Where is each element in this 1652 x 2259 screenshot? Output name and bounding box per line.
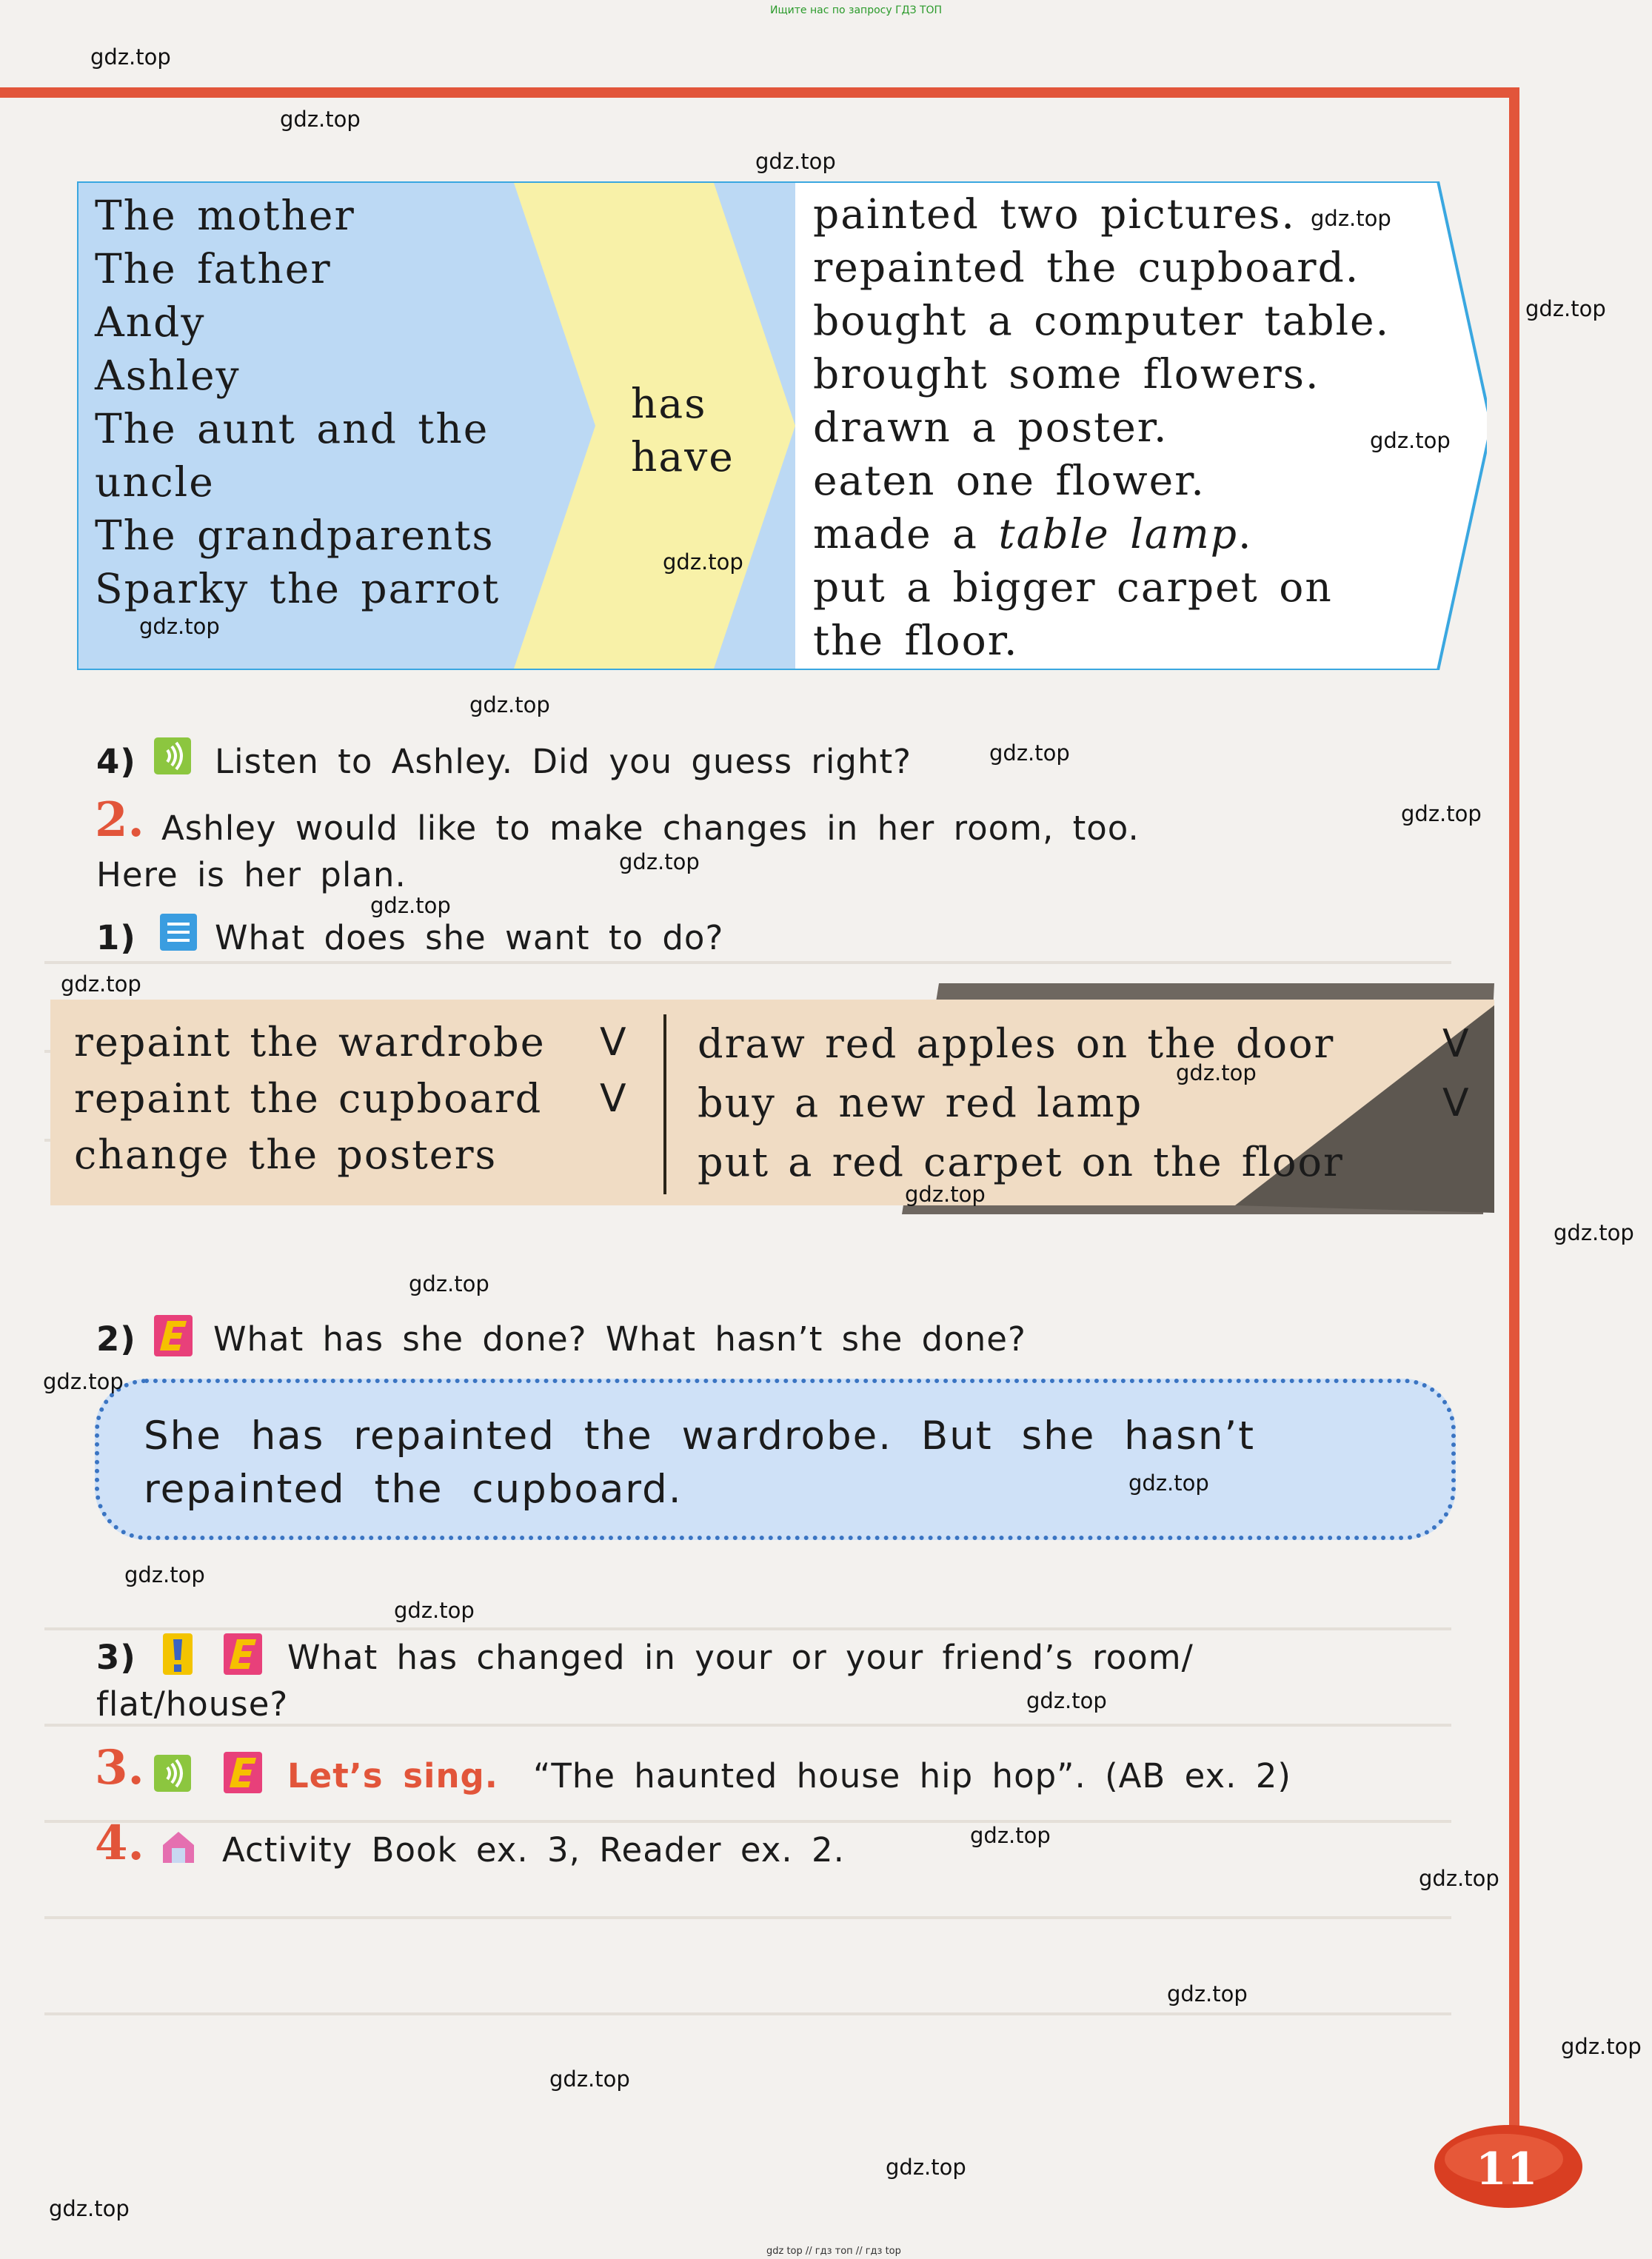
exercise-3-number: 3. — [95, 1740, 144, 1796]
bottom-note: gdz top // гдз топ // гдз top — [766, 2246, 901, 2257]
object-column — [813, 187, 1390, 667]
object-8: put a bigger carpet on — [813, 563, 1333, 611]
plan-right-1: draw red apples on the door — [698, 1020, 1335, 1067]
plan-right-column — [698, 1014, 1344, 1192]
plan-left-2: repaint the cupboard — [74, 1075, 543, 1122]
subject-1: The mother — [95, 192, 355, 239]
exercise-3-text: “The haunted house hip hop”. (AB ex. 2) — [533, 1756, 1291, 1796]
watermark: gdz.top — [124, 1562, 205, 1587]
watermark: gdz.top — [1176, 1060, 1257, 1085]
watermark: gdz.top — [619, 849, 700, 874]
house-icon — [160, 1829, 197, 1866]
watermark: gdz.top — [49, 2196, 130, 2221]
object-2: repainted the cupboard. — [813, 244, 1360, 291]
audio-icon-2[interactable] — [154, 1755, 191, 1792]
page-frame-right — [1509, 87, 1519, 2131]
sub3-number: 3) — [96, 1638, 136, 1677]
sub1-number: 1) — [96, 918, 136, 957]
watermark: gdz.top — [905, 1182, 986, 1207]
watermark: gdz.top — [1561, 2034, 1642, 2059]
watermark: gdz.top — [886, 2155, 966, 2180]
subject-5: The aunt and the — [95, 405, 489, 452]
sub2-text: What has she done? What hasn’t she done? — [213, 1319, 1026, 1359]
verb-have: have — [631, 433, 735, 481]
subject-3: Andy — [95, 298, 206, 346]
e-icon-2 — [224, 1633, 262, 1675]
watermark: gdz.top — [1419, 1866, 1499, 1891]
plan-right-marks — [1442, 1014, 1471, 1133]
exercise-2-number: 2. — [95, 792, 144, 848]
page-number: 11 — [1476, 2143, 1538, 2195]
subject-5b: uncle — [95, 458, 215, 506]
watermark: gdz.top — [1128, 1470, 1209, 1496]
e-icon — [154, 1315, 193, 1356]
subject-6: The grandparents — [95, 512, 495, 559]
watermark: gdz.top — [549, 2066, 630, 2092]
watermark: gdz.top — [280, 107, 361, 132]
object-7: made a table lamp. — [813, 510, 1253, 558]
task-listen: 4) — [96, 742, 136, 781]
object-4: brought some flowers. — [813, 350, 1320, 398]
exclamation-icon — [163, 1633, 193, 1675]
object-5: drawn a poster. — [813, 404, 1168, 451]
verb-has: has — [631, 380, 707, 427]
sub3-line1: What has changed in your or your friend’s room/ — [287, 1638, 1194, 1677]
exercise-2-line2: Here is her plan. — [96, 855, 407, 894]
watermark: gdz.top — [1554, 1220, 1634, 1245]
watermark: gdz.top — [755, 149, 836, 174]
plan-left-mark-3: V — [600, 1077, 628, 1121]
audio-icon[interactable] — [154, 737, 191, 774]
watermark: gdz.top — [970, 1823, 1051, 1848]
plan-left-1: repaint the wardrobe — [74, 1019, 546, 1065]
plan-left-marks — [600, 1014, 628, 1127]
plan-right-mark-1: V — [1442, 1022, 1471, 1066]
example-line-2: repainted the cupboard. — [144, 1467, 683, 1512]
exercise-4-number: 4. — [95, 1815, 144, 1871]
watermark: gdz.top — [1026, 1688, 1107, 1713]
exercise-3-label: Let’s sing. — [287, 1756, 498, 1796]
list-icon — [160, 914, 197, 951]
subject-2: The father — [95, 245, 332, 292]
plan-right-2: buy a new red lamp — [698, 1080, 1143, 1126]
plan-right-mark-2: V — [1442, 1081, 1471, 1125]
sub3-line2: flat/house? — [96, 1684, 289, 1724]
watermark: gdz.top — [1167, 1981, 1248, 2007]
watermark: gdz.top — [1525, 296, 1606, 321]
watermark: gdz.top — [43, 1369, 124, 1394]
watermark: gdz.top — [1370, 428, 1451, 453]
subject-7: Sparky the parrot — [95, 565, 501, 612]
plan-left-column — [74, 1014, 546, 1183]
watermark: gdz.top — [989, 740, 1070, 766]
watermark: gdz.top — [370, 893, 451, 918]
subject-4: Ashley — [95, 352, 241, 399]
watermark: gdz.top — [90, 44, 171, 70]
subject-column — [95, 189, 500, 615]
watermark: gdz.top — [663, 549, 743, 575]
example-line-1: She has repainted the wardrobe. But she hasn’t — [144, 1413, 1256, 1459]
verb-column — [631, 377, 735, 483]
sub1-text: What does she want to do? — [215, 918, 724, 957]
exercise-4-text: Activity Book ex. 3, Reader ex. 2. — [222, 1830, 845, 1870]
plan-right-3: put a red carpet on the floor — [698, 1139, 1344, 1185]
top-note: Ищите нас по запросу ГДЗ ТОП — [770, 4, 943, 16]
sub2-number: 2) — [96, 1319, 136, 1359]
watermark: gdz.top — [469, 692, 550, 717]
watermark: gdz.top — [1311, 206, 1391, 231]
watermark: gdz.top — [394, 1598, 475, 1623]
watermark: gdz.top — [1401, 801, 1482, 826]
plan-left-3: change the posters — [74, 1131, 498, 1178]
page-frame-top — [0, 87, 1519, 98]
task-listen-text: Listen to Ashley. Did you guess right? — [215, 742, 912, 781]
plan-left-mark-1: V — [600, 1020, 628, 1065]
example-text — [144, 1410, 1255, 1516]
exercise-2-line1: Ashley would like to make changes in her room, too. — [161, 809, 1140, 848]
watermark: gdz.top — [139, 614, 220, 639]
object-9: the floor. — [813, 617, 1019, 664]
object-1: painted two pictures. — [813, 190, 1296, 238]
e-icon-3 — [224, 1752, 262, 1793]
watermark: gdz.top — [409, 1271, 489, 1296]
object-6: eaten one flower. — [813, 457, 1205, 504]
object-3: bought a computer table. — [813, 297, 1391, 344]
watermark: gdz.top — [61, 971, 141, 997]
